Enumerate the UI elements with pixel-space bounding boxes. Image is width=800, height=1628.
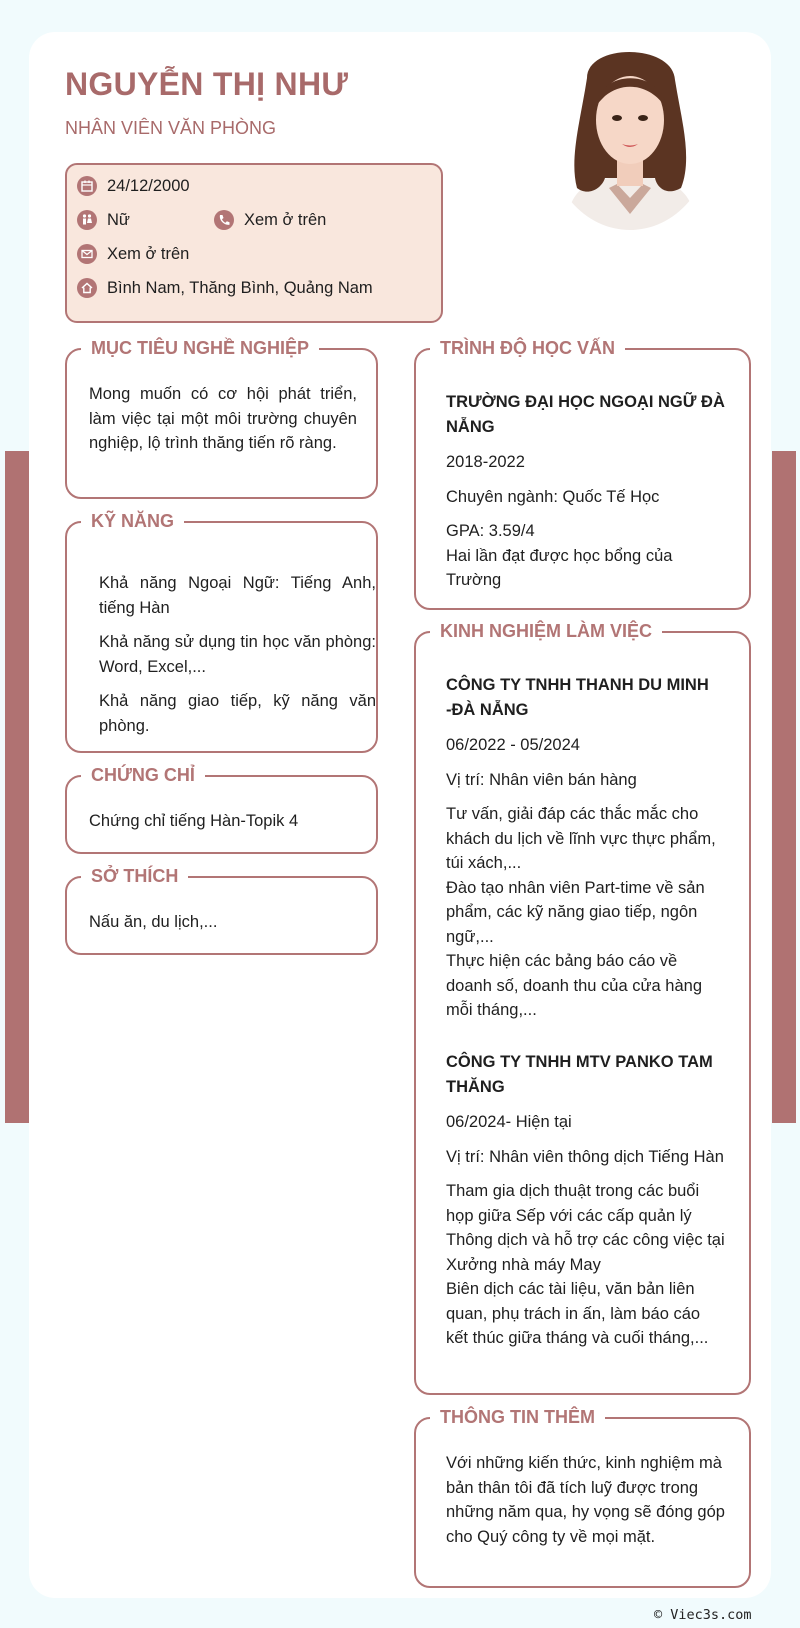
additional-info-text: Với những kiến thức, kinh nghiệm mà bản thân tôi đã tích luỹ được trong những năm qua, hy vọng sẽ đóng góp cho Quý công ty về mọi mặt. xyxy=(446,1454,725,1546)
additional-info-title: THÔNG TIN THÊM xyxy=(430,1405,605,1429)
candidate-job-title: NHÂN VIÊN VĂN PHÒNG xyxy=(65,118,277,138)
job-duty: Thông dịch và hỗ trợ các công việc tại Xưởng nhà máy May xyxy=(446,1231,725,1274)
education-major: Chuyên ngành: Quốc Tế Học xyxy=(446,487,660,506)
job-period: 06/2022 - 05/2024 xyxy=(446,736,580,754)
gender-text: Nữ xyxy=(107,210,130,229)
objective-title: MỤC TIÊU NGHỀ NGHIỆP xyxy=(81,336,319,360)
hobbies-text: Nấu ăn, du lịch,... xyxy=(89,913,218,931)
job-duty: Tư vấn, giải đáp các thắc mắc cho khách du lịch về lĩnh vực thực phẩm, túi xách,... xyxy=(446,805,716,872)
job-position: Vị trí: Nhân viên thông dịch Tiếng Hàn xyxy=(446,1147,724,1166)
hobbies-title: SỞ THÍCH xyxy=(81,864,188,888)
skill-item: Khả năng sử dụng tin học văn phòng: Word, Excel,... xyxy=(99,633,376,676)
address-text: Bình Nam, Thăng Bình, Quảng Nam xyxy=(107,278,373,297)
education-section xyxy=(414,338,751,610)
skill-item: Khả năng Ngoại Ngữ: Tiếng Anh, tiếng Hàn xyxy=(99,574,376,617)
candidate-name: NGUYỄN THỊ NHƯ xyxy=(65,66,349,102)
phone-text: Xem ở trên xyxy=(244,210,327,229)
job-period: 06/2024- Hiện tại xyxy=(446,1113,572,1131)
education-gpa: GPA: 3.59/4 xyxy=(446,522,535,540)
objective-section xyxy=(65,338,378,499)
contact-address xyxy=(77,276,373,300)
job-company: CÔNG TY TNHH THANH DU MINH -ĐÀ NẴNG xyxy=(446,676,709,719)
contact-birthday xyxy=(77,174,190,198)
phone-icon xyxy=(214,210,234,230)
skills-list xyxy=(99,571,376,738)
certificates-title: CHỨNG CHỈ xyxy=(81,763,205,787)
experience-section xyxy=(414,621,751,1395)
skills-section xyxy=(65,511,378,753)
job-position: Vị trí: Nhân viên bán hàng xyxy=(446,770,637,789)
education-details xyxy=(446,390,726,593)
experience-job-2 xyxy=(446,1050,726,1351)
email-text: Xem ở trên xyxy=(107,244,190,263)
contact-info-box xyxy=(65,163,443,323)
education-note: Hai lần đạt được học bổng của Trường xyxy=(446,546,673,589)
calendar-icon xyxy=(77,176,97,196)
contact-phone xyxy=(214,208,326,232)
job-duty: Biên dịch các tài liệu, văn bản liên quan, phụ trách in ấn, làm báo cáo kết thúc giữa tháng và cuối tháng,... xyxy=(446,1280,709,1347)
experience-title: KINH NGHIỆM LÀM VIỆC xyxy=(430,619,662,643)
gender-icon xyxy=(77,210,97,230)
home-icon xyxy=(77,278,97,298)
education-years: 2018-2022 xyxy=(446,453,525,471)
right-accent-band xyxy=(772,451,796,1123)
birthday-text: 24/12/2000 xyxy=(107,176,190,195)
left-accent-band xyxy=(5,451,29,1123)
objective-text: Mong muốn có cơ hội phát triển, làm việc tại một môi trường chuyên nghiệp, lộ trình thăng tiến rõ ràng. xyxy=(89,385,357,452)
job-duty: Thực hiện các bảng báo cáo về doanh số, doanh thu của cửa hàng mỗi tháng,... xyxy=(446,952,702,1019)
job-company: CÔNG TY TNHH MTV PANKO TAM THĂNG xyxy=(446,1053,713,1096)
contact-email xyxy=(77,242,189,266)
certificates-section xyxy=(65,765,378,854)
copyright-notice: © Viec3s.com xyxy=(654,1607,752,1623)
profile-photo xyxy=(547,38,713,230)
skill-item: Khả năng giao tiếp, kỹ năng văn phòng. xyxy=(99,692,376,735)
contact-gender xyxy=(77,208,130,232)
hobbies-section xyxy=(65,866,378,955)
envelope-icon xyxy=(77,244,97,264)
school-name: TRƯỜNG ĐẠI HỌC NGOẠI NGỮ ĐÀ NẴNG xyxy=(446,393,725,436)
job-duty: Đào tạo nhân viên Part-time về sản phẩm, các kỹ năng giao tiếp, ngôn ngữ,... xyxy=(446,878,705,946)
certificate-text: Chứng chỉ tiếng Hàn-Topik 4 xyxy=(89,812,299,830)
additional-info-section xyxy=(414,1407,751,1588)
skills-title: KỸ NĂNG xyxy=(81,509,184,533)
experience-job-1 xyxy=(446,673,726,1023)
education-title: TRÌNH ĐỘ HỌC VẤN xyxy=(430,336,625,360)
job-duty: Tham gia dịch thuật trong các buổi họp giữa Sếp với các cấp quản lý xyxy=(446,1182,700,1225)
